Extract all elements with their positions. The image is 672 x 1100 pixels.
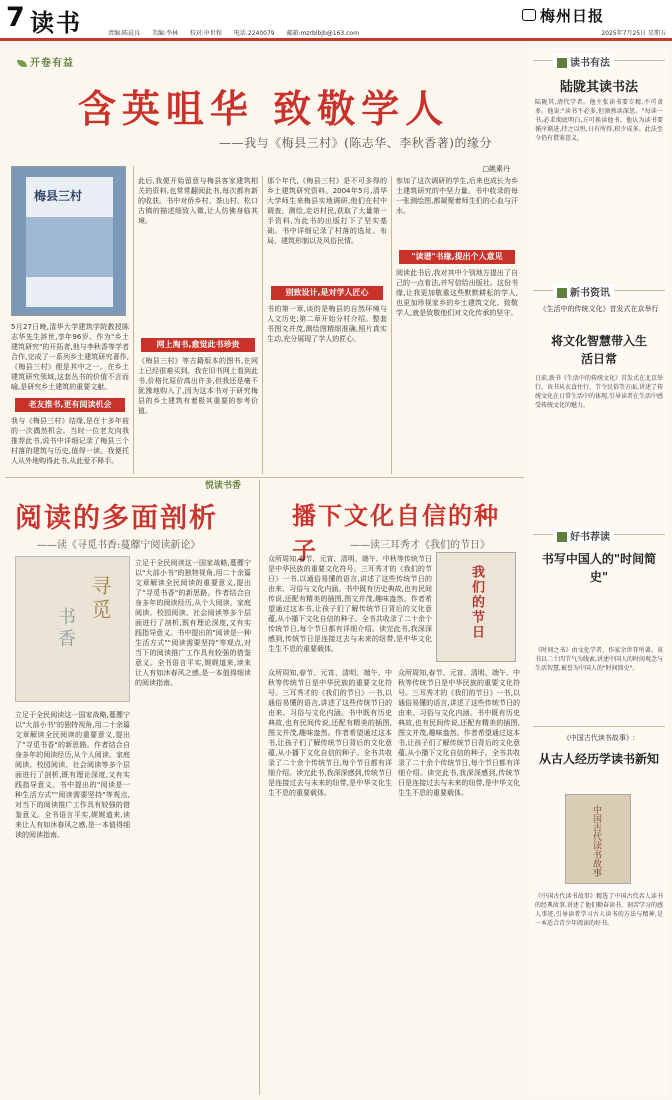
sidebar-tag-1 xyxy=(553,54,614,69)
main-headline: 含英咀华 致敬学人 xyxy=(77,86,450,131)
main-subtitle: ——我与《梅县三村》(陈志华、李秋香著)的缘分 xyxy=(219,136,492,150)
credit-editor: 责编:陈晨良 xyxy=(108,30,141,37)
sidebar-tag-3-label: 好书荐读 xyxy=(570,532,610,543)
main-col1-text: 5月27日晚,清华大学建筑学院教授陈志华先生辞世,享年96岁。作为"乡土建筑研究"的开拓者,他与李秋香等学者合作,完成了一系列乡土建筑研究著作,《梅县三村》便是其中之一。在乡土建筑研究领域,这套丛书的价值不言而喻,是研究乡土建筑的重要文献。 xyxy=(11,323,129,391)
lower-left-text-left: 立足于全民阅读这一国家战略,蔓蘼宁以"大部小书"的独特视角,用二十余篇文章解读全民阅读的重要意义,提出了"寻觅书香"的新思路。作者结合自身多年的阅读经历,从个人阅读、家庭阅读、校园阅读、社会阅读等多个层面进行了剖析,既有理论深度,又有实践指导意义。书中提出的"阅读是一种生活方式""阅读需要坚持"等观点,对当下的阅读推广工作具有较强的借鉴意义。全书语言平实,娓娓道来,读来让人有如沐春风之感,是一本值得细读的阅读指南。 xyxy=(15,711,130,839)
mid-book-title: 我们的节日 xyxy=(469,565,484,640)
credit-designer: 美编:李林 xyxy=(151,30,178,37)
section-name: 读书 xyxy=(30,8,82,37)
newspaper-logo xyxy=(522,5,604,26)
lower-left-headline: 阅读的多面剖析 xyxy=(15,503,218,534)
lower-middle-text-left: 众所周知,春节、元宵、清明、端午、中秋等传统节日是中华民族的重要文化符号。三耳秀才的《我们的节日》一书,以通俗易懂的语言,讲述了这些传统节日的由来、习俗与文化内涵。书中既有历史典故,也有民间传说,还配有精美的插图,图文并茂,趣味盎然。作者希望通过这本书,让孩子们了解传统节日背后的文化意蕴,从小播下文化自信的种子。全书共收录了二十余个传统节日,每个节日都有详细介绍。读完此书,我深深感到,传统节日是连接过去与未来的纽带,是中华文化生生不息的重要载体。 xyxy=(268,669,392,797)
credit-email: 邮箱:mzrblbjb@163.com xyxy=(286,30,359,37)
lower-middle-text-top: 众所周知,春节、元宵、清明、端午、中秋等传统节日是中华民族的重要文化符号。三耳秀才的《我们的节日》一书,以通俗易懂的语言,讲述了这些传统节日的由来、习俗与文化内涵。书中既有历史典故,也有民间传说,还配有精美的插图,图文并茂,趣味盎然。作者希望通过这本书,让孩子们了解传统节日背后的文化意蕴,从小播下文化自信的种子。全书共收录了二十余个传统节日,每个节日都有详细介绍。读完此书,我深深感到,传统节日是连接过去与未来的纽带,是中华文化生生不息的重要载体。 xyxy=(268,555,432,653)
main-col1-subhead: 老友推书,更有阅读机会 xyxy=(15,398,125,412)
credits-line xyxy=(108,28,369,37)
sidebar-title-3: 书写中国人的"时间简史" xyxy=(541,552,657,584)
lower-middle-book-cover xyxy=(436,552,516,662)
main-col2-subhead: 网上淘书,愈觉此书珍贵 xyxy=(141,338,255,352)
main-col1b-text: 我与《梅县三村》结缘,是在十多年前的一次偶然机会。当时一位老友向我推荐此书,说书中详细记录了梅县三个村落的建筑与历史,值得一读。我便托人从外地购得此书,从此爱不释手。 xyxy=(11,417,129,465)
right-sidebar xyxy=(529,46,669,1096)
lower-kicker: 悦读书香 xyxy=(205,481,242,491)
sidebar-text-3: 《时间之书》由文化学者、作家余世存所著。该书以二十四节气为线索,讲述中国人的时间观念与生活智慧,被誉为中国人的"时间简史"。 xyxy=(535,647,663,672)
page-number: 7 xyxy=(6,2,25,33)
sidebar-book-title: 中国古代读书故事 xyxy=(591,805,601,877)
emblem-icon xyxy=(522,9,536,21)
sidebar-rule xyxy=(533,726,665,727)
credit-phone: 电话:2240079 xyxy=(233,30,275,37)
main-kicker-label: 开卷有益 xyxy=(30,58,74,69)
cover-artwork xyxy=(26,217,113,277)
lower-left-subtitle: ——读《寻觅书香:蔓蘼宁阅读新论》 xyxy=(37,540,201,551)
sidebar-text-2: 日前,新书《生活中的传统文化》首发式在北京举行。该书从衣食住行、节令民俗等方面,讲述了传统文化在日常生活中的体现,引导读者在生活中感受传统文化的魅力。 xyxy=(535,375,663,409)
main-col3b-text: 书的第一章,谈的是梅县的自然环境与人文历史;第二章开始分村介绍。整套书图文并茂,测绘图精细准确,照片真实生动,充分展现了学人的匠心。 xyxy=(267,305,387,343)
main-col2-text: 此后,我便开始留意与梅县客家建筑相关的资料,也常常翻阅此书,每次都有新的收获。书中对侨乡村、茶山村、松口古镇的描述细致入微,让人仿佛身临其境。 xyxy=(138,177,258,225)
main-col4-text: 参加了这次调研的学生,后来也成长为乡土建筑研究的中坚力量。书中收录的每一张测绘图,都凝聚着师生们的心血与汗水。 xyxy=(396,177,518,215)
book-title-a: 寻觅 xyxy=(88,575,112,623)
column-divider xyxy=(262,176,263,474)
tag-square-icon xyxy=(557,288,567,298)
sidebar-text-1: 陆陇其,清代学者。他主张读书要专精,不可贪多。他说:"读书不必多,但须熟读深思。"每读一书,必求彻底明白,方可换读他书。他认为读书要循序渐进,持之以恒,日有所得,积少成多。此法至今仍有借鉴意义。 xyxy=(535,99,663,142)
sidebar-tag-2-label: 新书资讯 xyxy=(570,288,610,299)
main-col2b-text: 《梅县三村》等古籍版本的图书,在网上已经很难买到。我在旧书网上看到此书,价格比原价高出许多,但我还是毫不犹豫地购入了,因为这本书对于研究梅县的乡土建筑有着极其重要的参考价值。 xyxy=(138,357,258,415)
main-author: □姚素丹 xyxy=(482,165,510,173)
sidebar-text-4: 《中国古代读书故事》精选了中国古代名人读书的经典故事,讲述了他们勤奋读书、刻苦学习的感人事迹,引导读者学习古人读书的方法与精神,是一本适合青少年阅读的好书。 xyxy=(535,893,663,927)
main-article xyxy=(5,46,522,476)
column-divider xyxy=(391,176,392,474)
sidebar-title-4-pre: 《中国古代读书故事》: xyxy=(562,734,636,742)
tag-square-icon xyxy=(557,532,567,542)
book-cover xyxy=(26,177,113,307)
issue-date: 2025年7月25日 星期五 xyxy=(601,30,666,37)
sidebar-book-cover xyxy=(565,794,631,884)
main-col4b-text: 阅读此书后,我对其中个别地方提出了自己的一点看法,并写信给出版社。这份书缘,让我更加敬重这些默默耕耘的学人,也更加珍视家乡的乡土建筑文化。致敬学人,就是致敬他们对文化传承的坚守。 xyxy=(396,269,518,317)
tag-square-icon xyxy=(557,58,567,68)
sidebar-title-4: 从古人经历学读书新知 xyxy=(539,752,660,766)
sidebar-tag-2 xyxy=(553,284,614,299)
sidebar-title-2: 将文化智慧带入生活日常 xyxy=(550,334,647,366)
lower-left-text-right: 立足于全民阅读这一国家战略,蔓蘼宁以"大部小书"的独特视角,用二十余篇文章解读全民阅读的重要意义,提出了"寻觅书香"的新思路。作者结合自身多年的阅读经历,从个人阅读、家庭阅读、校园阅读、社会阅读等多个层面进行了剖析,既有理论深度,又有实践指导意义。书中提出的"阅读是一种生活方式""阅读需要坚持"等观点,对当下的阅读推广工作具有较强的借鉴意义。全书语言平实,娓娓道来,读来让人有如沐春风之感,是一本值得细读的阅读指南。 xyxy=(135,559,251,687)
sidebar-tag-3 xyxy=(553,528,614,543)
lower-middle-article xyxy=(262,478,524,1096)
lower-middle-subtitle: ——读三耳秀才《我们的节日》 xyxy=(350,540,490,551)
column-divider xyxy=(259,480,260,1095)
masthead-rule xyxy=(0,38,672,41)
sidebar-title-1: 陆陇其读书法 xyxy=(559,80,638,95)
leaf-icon xyxy=(17,60,27,67)
sidebar-title-2-pre: 《生活中的传统文化》首发式在京举行 xyxy=(539,305,659,313)
book-cover-title: 梅县三村 xyxy=(34,189,83,203)
lower-middle-text-right: 众所周知,春节、元宵、清明、端午、中秋等传统节日是中华民族的重要文化符号。三耳秀才的《我们的节日》一书,以通俗易懂的语言,讲述了这些传统节日的由来、习俗与文化内涵。书中既有历史典故,也有民间传说,还配有精美的插图,图文并茂,趣味盎然。作者希望通过这本书,让孩子们了解传统节日背后的文化意蕴,从小播下文化自信的种子。全书共收录了二十余个传统节日,每个节日都有详细介绍。读完此书,我深深感到,传统节日是连接过去与未来的纽带,是中华文化生生不息的重要载体。 xyxy=(398,669,520,797)
main-col3-subhead: 别致设计,是对学人匠心 xyxy=(271,286,383,300)
masthead xyxy=(0,0,672,38)
main-col3-text: 那个年代,《梅县三村》是不可多得的乡土建筑研究资料。2004年5月,清华大学师生来梅县实地调研,他们在村中调查、测绘,走访村民,获取了大量第一手资料,为此书的出版打下了坚实基础。书中详细记录了村落的选址、布局、建筑形制以及风俗民情。 xyxy=(267,177,387,245)
credit-proofreader: 校对:申世和 xyxy=(189,30,222,37)
main-col4-subhead: "读谱"书缘,提出个人意见 xyxy=(399,250,515,264)
lower-left-book-cover xyxy=(15,556,130,702)
main-kicker xyxy=(17,54,74,69)
lower-left-article xyxy=(5,478,255,1096)
newspaper-name: 梅州日报 xyxy=(539,7,604,25)
column-divider xyxy=(133,166,134,474)
lower-middle-headline: 播下文化自信的种子 xyxy=(292,501,500,565)
sidebar-tag-1-label: 读书有法 xyxy=(570,58,610,69)
book-cover-photo xyxy=(11,166,126,316)
book-title-b: 书香 xyxy=(55,607,76,651)
